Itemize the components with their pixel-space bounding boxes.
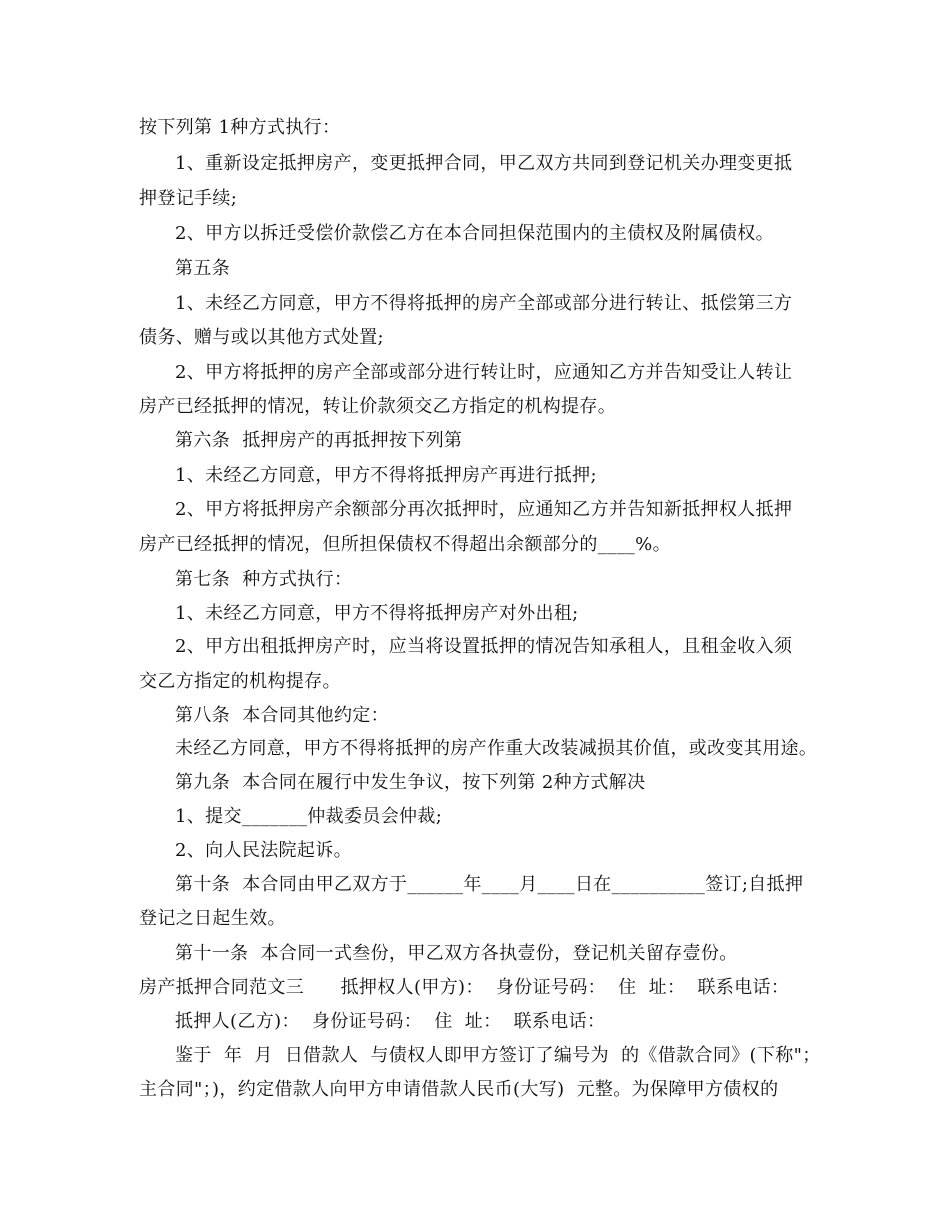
article-heading: 第七条 种方式执行： bbox=[175, 569, 353, 590]
text-line: 交乙方指定的机构提存。 bbox=[139, 671, 341, 692]
text-line: 未经乙方同意，甲方不得将抵押的房产作重大改装减损其价值，或改变其用途。 bbox=[175, 738, 818, 759]
article-heading: 第九条 本合同在履行中发生争议，按下列第 2种方式解决 bbox=[175, 772, 646, 793]
article-heading: 第八条 本合同其他约定： bbox=[175, 705, 389, 726]
section-title-line: 房产抵押合同范文三 抵押权人(甲方)： 身份证号码： 住 址： 联系电话： bbox=[139, 977, 790, 998]
text-line: 2、甲方出租抵押房产时，应当将设置抵押的情况告知承租人，且租金收入须 bbox=[175, 636, 793, 657]
text-line: 押登记手续; bbox=[139, 188, 238, 209]
text-line: 登记之日起生效。 bbox=[139, 908, 286, 929]
text-line: 1、重新设定抵押房产，变更抵押合同，甲乙双方共同到登记机关办理变更抵 bbox=[175, 153, 793, 174]
text-line: 1、未经乙方同意，甲方不得将抵押的房产全部或部分进行转让、抵偿第三方 bbox=[175, 293, 793, 314]
text-line: 1、提交_______仲裁委员会仲裁; bbox=[175, 806, 443, 827]
text-line: 主合同"；)，约定借款人向甲方申请借款人民币(大写) 元整。为保障甲方债权的 bbox=[139, 1079, 779, 1100]
text-line: 房产已经抵押的情况，但所担保债权不得超出余额部分的____%。 bbox=[139, 534, 671, 555]
text-line: 第十条 本合同由甲乙双方于______年____月____日在__________签订;自抵押 bbox=[175, 874, 804, 895]
text-line: 1、未经乙方同意，甲方不得将抵押房产对外出租; bbox=[175, 603, 579, 624]
text-line: 2、甲方以拆迁受偿价款偿乙方在本合同担保范围内的主债权及附属债权。 bbox=[175, 223, 774, 244]
text-line: 房产已经抵押的情况，转让价款须交乙方指定的机构提存。 bbox=[139, 396, 617, 417]
text-line: 鉴于 年 月 日借款人 与债权人即甲方签订了编号为 的《借款合同》(下称"； bbox=[175, 1045, 821, 1066]
article-heading: 第五条 bbox=[175, 258, 231, 279]
text-line: 2、甲方将抵押的房产全部或部分进行转让时，应通知乙方并告知受让人转让 bbox=[175, 362, 793, 383]
text-line: 按下列第 1种方式执行： bbox=[139, 117, 341, 138]
text-line: 抵押人(乙方)： 身份证号码： 住 址： 联系电话： bbox=[175, 1011, 606, 1032]
text-line: 2、甲方将抵押房产余额部分再次抵押时，应通知乙方并告知新抵押权人抵押 bbox=[175, 499, 793, 520]
text-line: 债务、赠与或以其他方式处置; bbox=[139, 327, 384, 348]
article-heading: 第十一条 本合同一式叁份，甲乙双方各执壹份，登记机关留存壹份。 bbox=[175, 943, 738, 964]
article-heading: 第六条 抵押房产的再抵押按下列第 bbox=[175, 430, 463, 451]
text-line: 1、未经乙方同意，甲方不得将抵押房产再进行抵押; bbox=[175, 465, 597, 486]
text-line: 2、向人民法院起诉。 bbox=[175, 840, 352, 861]
